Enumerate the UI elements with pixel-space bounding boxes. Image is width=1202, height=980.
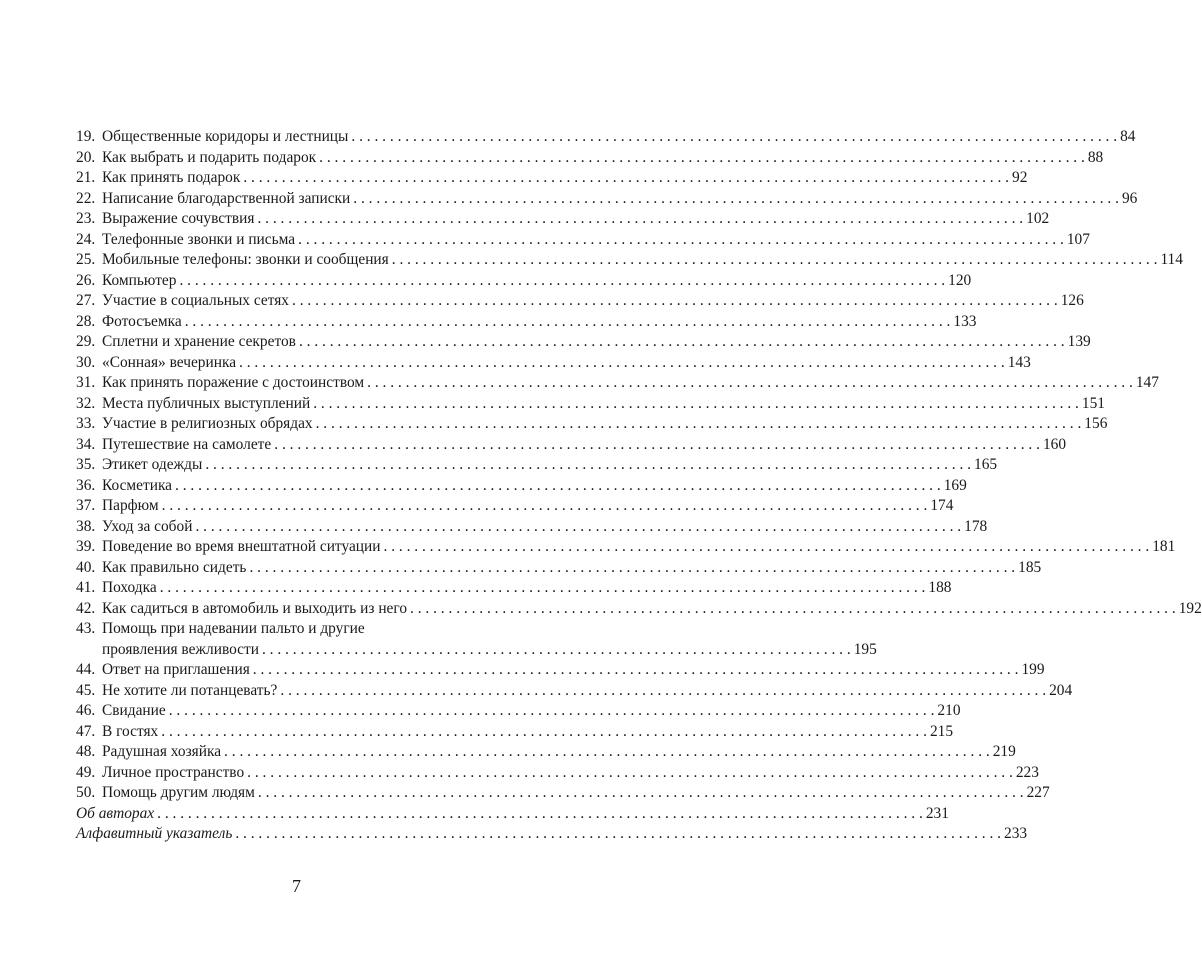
toc-entry-number: 40. (76, 558, 96, 576)
toc-entry-page: 92 (1012, 169, 1028, 186)
dot-leader (169, 701, 935, 722)
dot-leader (224, 742, 990, 763)
toc-entry (76, 701, 961, 722)
toc-entry-title: Компьютер (102, 271, 177, 289)
dot-leader (262, 640, 851, 661)
toc-entry-number: 46. (76, 702, 96, 719)
toc-entry (76, 578, 952, 599)
toc-entry (76, 537, 1176, 558)
toc-entry-page: 231 (925, 804, 949, 822)
toc-entry (76, 455, 998, 476)
toc-entry-title: Этикет одежды (102, 456, 203, 473)
toc-entry-title: Выражение сочувствия (102, 210, 255, 227)
toc-entry-number: 26. (76, 271, 96, 289)
toc-entry (76, 209, 1050, 230)
dot-leader (299, 332, 1065, 353)
toc-entry-number: 34. (76, 435, 96, 453)
dot-leader (175, 476, 941, 497)
dot-leader (247, 763, 1013, 784)
toc-entry-page: 219 (992, 743, 1016, 760)
toc-entry-multiline (76, 619, 877, 660)
dot-leader (319, 148, 1085, 169)
dot-leader (384, 537, 1150, 558)
toc-entry-page: 181 (1152, 538, 1176, 555)
toc-entry-title: Места публичных выступлений (102, 394, 311, 412)
toc-entry (76, 681, 1073, 702)
dot-leader (235, 824, 1001, 845)
toc-entry-number: 32. (76, 394, 96, 412)
dot-leader (253, 660, 1019, 681)
toc-entry (76, 271, 972, 292)
toc-entry-title: Как принять поражение с достоинством (102, 374, 365, 391)
toc-entry (76, 373, 1159, 394)
dot-leader (280, 681, 1046, 702)
toc-entry-page: 88 (1087, 148, 1104, 166)
toc-entry (76, 599, 1202, 620)
toc-entry-number: 19. (76, 128, 96, 145)
toc-entry-page: 192 (1178, 599, 1202, 617)
toc-entry-page: 96 (1121, 189, 1138, 207)
toc-entry-number: 22. (76, 189, 96, 207)
toc-entry-page: 84 (1120, 128, 1136, 145)
toc-entry-title: Участие в социальных сетях (102, 292, 289, 309)
toc-entry-line2 (76, 640, 877, 661)
toc-entry (76, 558, 1042, 579)
toc-entry-page: 188 (928, 579, 952, 596)
toc-entry-number: 23. (76, 210, 96, 227)
toc-entry-title: Уход за собой (102, 517, 193, 535)
toc-entry (76, 127, 1136, 148)
toc-entry-number: 21. (76, 169, 96, 186)
toc-entry-number: 35. (76, 456, 96, 473)
toc-entry (76, 435, 1067, 456)
dot-leader (257, 209, 1023, 230)
toc-entry (76, 660, 1045, 681)
toc-entry-number: 25. (76, 251, 96, 268)
toc-entry-title: Участие в религиозных обрядах (102, 415, 313, 432)
toc-entry-title: Алфавитный указатель (76, 825, 233, 842)
toc-entry-title: Как выбрать и подарить подарок (102, 148, 317, 166)
toc-entry-title: Помощь при надевании пальто и другие (102, 620, 365, 637)
toc-entry-title: Фотосъемка (102, 312, 182, 330)
toc-entry-page: 178 (964, 517, 988, 535)
toc-entry-title: Поведение во время внештатной ситуации (102, 538, 381, 555)
toc-entry-number: 38. (76, 517, 96, 535)
toc-entry-number: 47. (76, 722, 96, 740)
toc-entry-number: 50. (76, 784, 96, 801)
toc-entry-title: В гостях (102, 722, 159, 740)
toc-entry (76, 189, 1138, 210)
toc-entry-title: Телефонные звонки и письма (102, 230, 296, 248)
dot-leader (351, 127, 1117, 148)
toc-entry-title: Свидание (102, 702, 166, 719)
toc-entry (76, 332, 1091, 353)
toc-entry-title: Как принять подарок (102, 169, 241, 186)
toc-entry-number: 43. (76, 620, 96, 637)
toc-entry-page: 160 (1042, 435, 1067, 453)
toc-entry-number: 36. (76, 476, 96, 494)
toc-entry-page: 169 (943, 476, 967, 494)
toc-entry-page: 147 (1135, 374, 1159, 391)
dot-leader (243, 168, 1009, 189)
toc-entry-title: Не хотите ли потанцевать? (102, 681, 278, 699)
toc-entry-number: 44. (76, 661, 96, 678)
toc-entry-title: Мобильные телефоны: звонки и сообщения (102, 251, 389, 268)
toc-entry (76, 742, 1016, 763)
toc-entry-page: 195 (853, 640, 877, 658)
toc-entry-page: 215 (929, 722, 954, 740)
toc-entry-title: Личное пространство (102, 763, 245, 781)
toc-entry-title-cont: проявления вежливости (102, 640, 259, 658)
dot-leader (195, 517, 961, 538)
dot-leader (258, 783, 1024, 804)
dot-leader (292, 291, 1058, 312)
dot-leader (410, 599, 1176, 620)
toc-entry-number: 20. (76, 148, 96, 166)
dot-leader (313, 394, 1079, 415)
toc-entry-number: 33. (76, 415, 96, 432)
toc-entry-title: Походка (102, 579, 157, 596)
dot-leader (316, 414, 1082, 435)
toc-entry (76, 824, 1028, 845)
toc-entry-number: 48. (76, 743, 96, 760)
toc-entry-page: 185 (1018, 558, 1042, 576)
toc-entry (76, 517, 988, 538)
toc-entry-page: 199 (1021, 661, 1045, 678)
toc-entry-number: 24. (76, 230, 96, 248)
dot-leader (160, 578, 926, 599)
toc-entry-page: 126 (1060, 292, 1084, 309)
toc-entry-title: Радушная хозяйка (102, 743, 222, 760)
toc-entry-page: 223 (1015, 763, 1039, 781)
toc-entry-title: Путешествие на самолете (102, 435, 272, 453)
toc-entry-number: 41. (76, 579, 96, 596)
toc-entry-number: 30. (76, 353, 96, 371)
toc-entry-title: Косметика (102, 476, 173, 494)
toc-entry-title: Ответ на приглашения (102, 661, 250, 678)
toc-entry-page: 233 (1004, 825, 1028, 842)
toc-entry-title: Об авторах (76, 804, 155, 822)
toc-entry-number: 49. (76, 763, 96, 781)
toc-entry-page: 114 (1160, 251, 1183, 268)
toc-entry (76, 353, 1031, 374)
toc-entry (76, 168, 1028, 189)
toc-entry-title: Сплетни и хранение секретов (102, 333, 296, 350)
toc-entry-number: 39. (76, 538, 96, 555)
toc-entry-number: 45. (76, 681, 96, 699)
dot-leader (249, 558, 1015, 579)
dot-leader (367, 373, 1133, 394)
toc-entry (76, 804, 949, 825)
page-number: 7 (292, 876, 301, 896)
dot-leader (179, 271, 945, 292)
toc-entry-page: 156 (1084, 415, 1108, 432)
toc-entry-number: 37. (76, 497, 96, 514)
toc-entry-number: 27. (76, 292, 96, 309)
toc-entry-page: 174 (930, 497, 954, 514)
toc-entry-page: 107 (1066, 230, 1090, 248)
toc-entry-number: 29. (76, 333, 96, 350)
toc-entry-title: «Сонная» вечеринка (102, 353, 237, 371)
toc-entry (76, 230, 1090, 251)
toc-entry (76, 394, 1105, 415)
dot-leader (205, 455, 971, 476)
toc-entry-page: 102 (1026, 210, 1050, 227)
dot-leader (161, 722, 927, 743)
toc-entry-page: 165 (974, 456, 998, 473)
toc-entry-page: 120 (948, 271, 972, 289)
toc-entry-page: 204 (1049, 681, 1073, 699)
dot-leader (185, 312, 951, 333)
toc-entry-page: 210 (937, 702, 961, 719)
toc-entry (76, 476, 967, 497)
toc-entry (76, 148, 1104, 169)
toc-entry-number: 28. (76, 312, 96, 330)
dot-leader (392, 250, 1158, 271)
toc-entry-line1 (76, 619, 480, 640)
toc-entry (76, 312, 977, 333)
toc-entry (76, 496, 954, 517)
toc-entry-title: Как правильно сидеть (102, 558, 247, 576)
toc-entry-page: 143 (1007, 353, 1031, 371)
dot-leader (239, 353, 1005, 374)
toc-entry (76, 763, 1039, 784)
toc-entry-number: 31. (76, 374, 96, 391)
table-of-contents (76, 127, 1202, 845)
toc-entry-number: 42. (76, 599, 96, 617)
toc-entry-page: 151 (1081, 394, 1105, 412)
toc-entry-title: Как садиться в автомобиль и выходить из него (102, 599, 408, 617)
dot-leader (274, 435, 1040, 456)
toc-entry-title: Парфюм (102, 497, 159, 514)
toc-entry (76, 783, 1050, 804)
toc-entry-page: 227 (1026, 784, 1050, 801)
dot-leader (353, 189, 1119, 210)
dot-leader (157, 804, 923, 825)
toc-entry (76, 722, 954, 743)
toc-entry-title: Помощь другим людям (102, 784, 255, 801)
dot-leader (298, 230, 1064, 251)
toc-entry (76, 414, 1108, 435)
toc-entry (76, 291, 1084, 312)
toc-entry-page: 133 (953, 312, 977, 330)
toc-entry-title: Написание благодарственной записки (102, 189, 351, 207)
toc-entry (76, 250, 1183, 271)
toc-entry-page: 139 (1067, 333, 1091, 350)
toc-entry-title: Общественные коридоры и лестницы (102, 128, 349, 145)
dot-leader (162, 496, 928, 517)
